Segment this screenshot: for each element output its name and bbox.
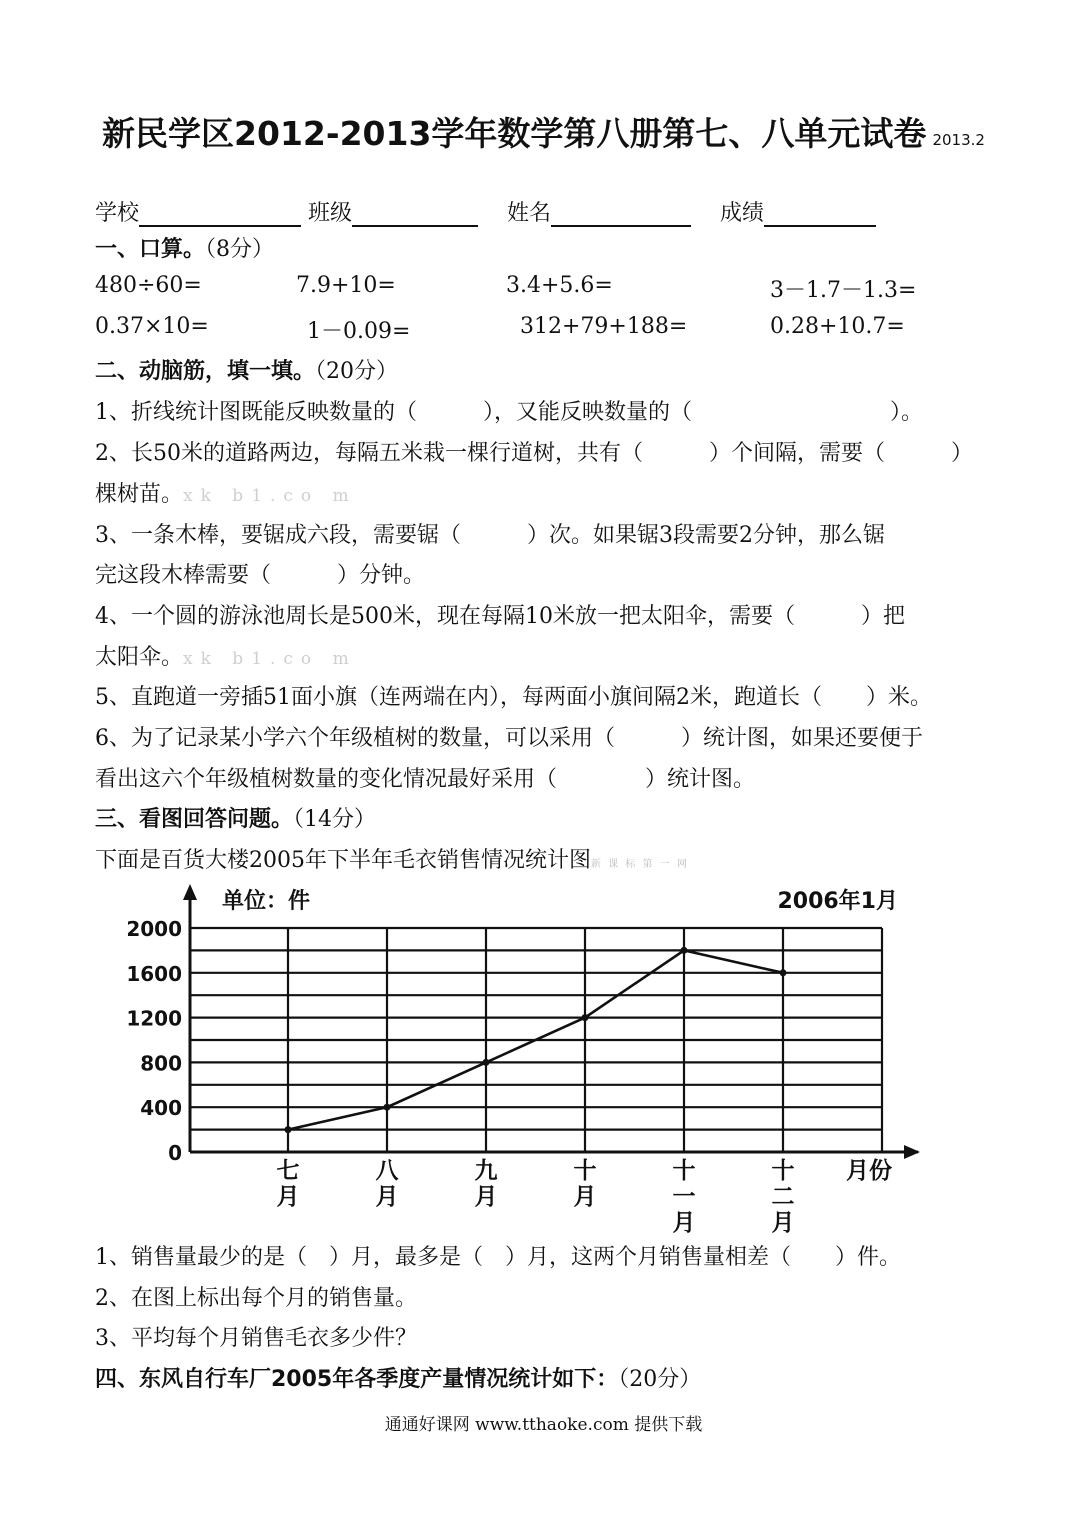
calc-1-3: 3.4+5.6= [506,273,613,298]
section3-title: 三、看图回答问题。 [95,807,294,832]
calc-1-2: 7.9+10= [296,273,396,298]
chart-unit-label: 单位：件 [222,889,311,914]
class-label: 班级 [308,201,353,226]
x-tick-label: 月 [276,1184,300,1210]
y-tick-label: 0 [168,1141,182,1165]
page-title [0,108,1087,155]
data-point [285,1126,292,1133]
section1-points: （8分） [205,237,275,262]
data-point [681,947,688,954]
watermark-text-2: xk b1.co m [183,649,357,669]
x-tick-label: 十 [771,1158,795,1184]
x-axis-label: 月份 [846,1158,892,1184]
section2-title: 二、动脑筋，填一填。 [95,359,316,384]
question-2-4b [95,640,357,671]
question-2-1: 1、折线统计图既能反映数量的（ ），又能反映数量的（ ）。 [95,400,923,425]
x-tick-label: 八 [375,1158,399,1184]
y-tick-label: 1600 [126,961,182,986]
chart-intro [95,843,689,874]
x-tick-label: 十 [573,1158,597,1184]
section4-title: 四、东风自行车厂2005年各季度产量情况统计如下： [95,1367,619,1392]
series-line [288,950,783,1129]
footer-credit: 通通好课网 www.tthaoke.com 提供下载 [384,1415,703,1435]
question-2-5: 5、直跑道一旁插51面小旗（连两端在内），每两面小旗间隔2米，跑道长（ ）米。 [95,685,932,710]
data-point [582,1014,589,1021]
question-2-4a: 4、一个圆的游泳池周长是500米，现在每隔10米放一把太阳伞，需要（ ）把 [95,604,905,629]
y-axis-arrow [183,884,197,900]
x-tick-label: 月 [474,1184,498,1210]
question-2-3b: 完这段木棒需要（ ）分钟。 [95,563,426,588]
section4-points: （20分） [618,1367,702,1392]
data-point [780,969,787,976]
x-tick-label: 月 [771,1210,795,1236]
student-info-row [95,196,876,227]
x-tick-label: 月 [573,1184,597,1210]
y-tick-label: 1200 [126,1006,182,1031]
calc-2-1: 0.37×10= [95,314,209,339]
y-tick-label: 2000 [126,917,182,941]
chart-intro-text: 下面是百货大楼2005年下半年毛衣销售情况统计图 [95,848,591,873]
question-2-2b [95,477,357,508]
x-axis-arrow [904,1145,920,1159]
x-tick-label: 十 [672,1158,696,1184]
school-blank[interactable] [139,203,301,227]
section3-points: （14分） [293,807,377,832]
title-text: 新民学区2012-2013学年数学第八册第七、八单元试卷 [102,114,927,153]
section3-heading [95,802,376,833]
x-tick-label: 七 [276,1158,300,1184]
chart-date-label: 2006年1月 [777,889,898,914]
class-blank[interactable] [352,203,478,227]
section4-heading [95,1362,701,1393]
calc-1-4: 3－1.7－1.3= [770,278,917,303]
question-2-4b-text: 太阳伞。 [95,645,184,670]
y-tick-label: 800 [140,1051,182,1076]
section1-title: 一、口算。 [95,237,206,262]
question-3-1: 1、销售量最少的是（ ）月，最多是（ ）月，这两个月销售量相差（ ）件。 [95,1245,901,1270]
x-tick-label: 一 [672,1184,696,1210]
name-blank[interactable] [551,203,691,227]
question-2-6b: 看出这六个年级植树数量的变化情况最好采用（ ）统计图。 [95,767,756,792]
section2-heading [95,354,398,385]
y-tick-label: 400 [140,1096,182,1121]
question-3-2: 2、在图上标出每个月的销售量。 [95,1286,417,1311]
small-watermark: 新 课 标 第 一 网 [591,859,689,870]
school-label: 学校 [95,201,140,226]
question-2-6a: 6、为了记录某小学六个年级植树的数量，可以采用（ ）统计图，如果还要便于 [95,726,923,751]
data-point [384,1104,391,1111]
score-blank[interactable] [764,203,876,227]
calc-2-3: 312+79+188= [520,314,688,339]
calc-2-4: 0.28+10.7= [770,314,905,339]
section1-heading [95,232,274,263]
question-2-3a: 3、一条木棒，要锯成六段，需要锯（ ）次。如果锯3段需要2分钟，那么锯 [95,523,885,548]
question-2-2b-text: 棵树苗。 [95,482,184,507]
question-3-3: 3、平均每个月销售毛衣多少件？ [95,1326,417,1351]
title-date: 2013.2 [932,131,985,149]
x-tick-label: 二 [771,1184,795,1210]
question-2-2a: 2、长50米的道路两边，每隔五米栽一棵行道树，共有（ ）个间隔，需要（ ） [95,441,973,466]
data-point [483,1059,490,1066]
name-label: 姓名 [507,201,552,226]
score-label: 成绩 [720,201,765,226]
x-tick-label: 九 [474,1158,498,1184]
x-tick-label: 月 [672,1210,696,1236]
section2-points: （20分） [315,359,399,384]
calc-1-1: 480÷60= [95,273,202,298]
x-tick-label: 月 [375,1184,399,1210]
calc-2-2: 1－0.09= [307,319,411,344]
watermark-text: xk b1.co m [183,486,357,506]
